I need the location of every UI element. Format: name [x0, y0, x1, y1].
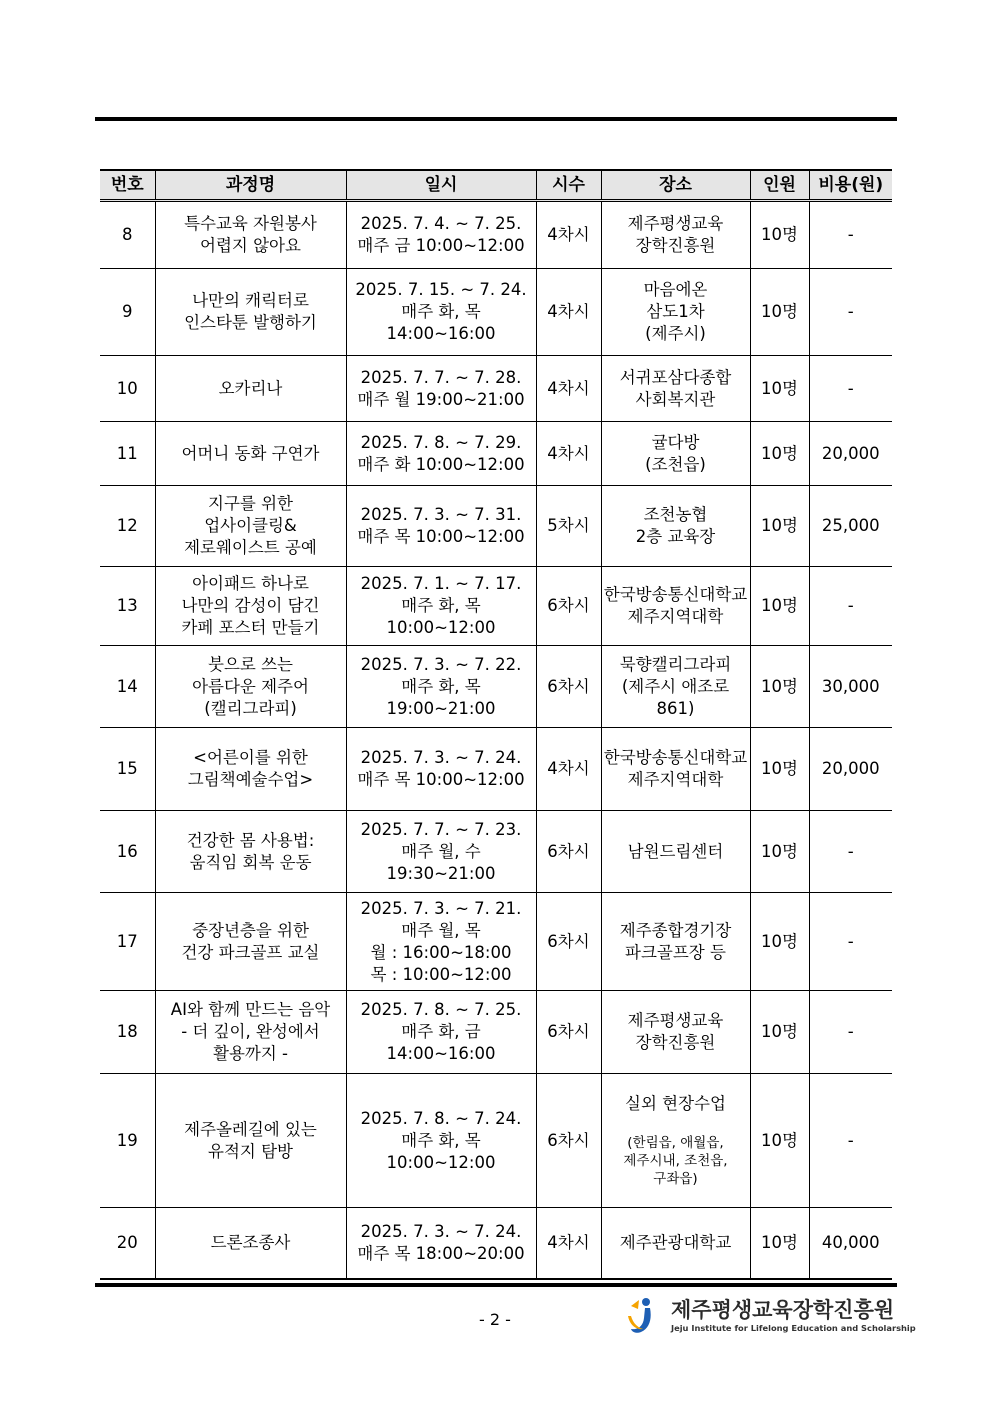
cell-hours: 6차시: [536, 1074, 601, 1208]
cell-hours: 6차시: [536, 567, 601, 646]
cell-schedule: 2025. 7. 4. ~ 7. 25. 매주 금 10:00~12:00: [346, 201, 536, 269]
cell-course: 붓으로 쓰는 아름다운 제주어 (캘리그라피): [155, 646, 346, 728]
cell-course: 제주올레길에 있는 유적지 탐방: [155, 1074, 346, 1208]
cell-place: 조천농협 2층 교육장: [601, 486, 750, 567]
table-row: [100, 1208, 892, 1279]
header-hours: 시수: [536, 170, 601, 201]
cell-schedule: 2025. 7. 1. ~ 7. 17. 매주 화, 목 10:00~12:00: [346, 567, 536, 646]
cell-course: 아이패드 하나로 나만의 감성이 담긴 카페 포스터 만들기: [155, 567, 346, 646]
header-capacity: 인원: [750, 170, 809, 201]
cell-cost: 40,000: [809, 1208, 892, 1279]
cell-place: 묵향캘리그라피 (제주시 애조로 861): [601, 646, 750, 728]
cell-capacity: 10명: [750, 893, 809, 991]
cell-schedule: 2025. 7. 3. ~ 7. 22. 매주 화, 목 19:00~21:00: [346, 646, 536, 728]
cell-capacity: 10명: [750, 728, 809, 811]
table-row: [100, 1074, 892, 1208]
cell-place: 한국방송통신대학교 제주지역대학: [601, 728, 750, 811]
table-row: [100, 991, 892, 1074]
cell-cost: -: [809, 893, 892, 991]
cell-place: 제주평생교육 장학진흥원: [601, 991, 750, 1074]
course-table: [100, 169, 892, 1280]
cell-cost: -: [809, 567, 892, 646]
cell-capacity: 10명: [750, 811, 809, 893]
cell-capacity: 10명: [750, 1208, 809, 1279]
cell-cost: -: [809, 201, 892, 269]
table-row: [100, 201, 892, 269]
cell-course: <어른이를 위한 그림책예술수업>: [155, 728, 346, 811]
cell-hours: 6차시: [536, 646, 601, 728]
cell-cost: 25,000: [809, 486, 892, 567]
cell-hours: 4차시: [536, 1208, 601, 1279]
institute-logo: [625, 1294, 916, 1338]
cell-cost: 20,000: [809, 422, 892, 486]
cell-capacity: 10명: [750, 1074, 809, 1208]
cell-capacity: 10명: [750, 567, 809, 646]
cell-capacity: 10명: [750, 422, 809, 486]
cell-place: 서귀포삼다종합 사회복지관: [601, 356, 750, 422]
cell-number: 18: [100, 991, 155, 1074]
institute-name: 제주평생교육장학진흥원: [671, 1298, 895, 1322]
institute-logo-icon: [625, 1296, 665, 1336]
cell-hours: 4차시: [536, 269, 601, 356]
cell-place: 제주평생교육 장학진흥원: [601, 201, 750, 269]
cell-schedule: 2025. 7. 3. ~ 7. 24. 매주 목 18:00~20:00: [346, 1208, 536, 1279]
cell-schedule: 2025. 7. 15. ~ 7. 24. 매주 화, 목 14:00~16:00: [346, 269, 536, 356]
table-row: [100, 356, 892, 422]
cell-place: 귤다방 (조천읍): [601, 422, 750, 486]
cell-number: 13: [100, 567, 155, 646]
table-row: [100, 422, 892, 486]
cell-schedule: 2025. 7. 7. ~ 7. 28. 매주 월 19:00~21:00: [346, 356, 536, 422]
cell-number: 8: [100, 201, 155, 269]
cell-number: 14: [100, 646, 155, 728]
cell-place: 마음에온 삼도1차 (제주시): [601, 269, 750, 356]
header-schedule: 일시: [346, 170, 536, 201]
cell-course: 오카리나: [155, 356, 346, 422]
cell-cost: -: [809, 1074, 892, 1208]
cell-hours: 4차시: [536, 201, 601, 269]
cell-course: 중장년층을 위한 건강 파크골프 교실: [155, 893, 346, 991]
cell-cost: -: [809, 269, 892, 356]
cell-course: 드론조종사: [155, 1208, 346, 1279]
bottom-rule: [95, 1283, 897, 1287]
cell-hours: 6차시: [536, 991, 601, 1074]
header-cost: 비용(원): [809, 170, 892, 201]
header-number: 번호: [100, 170, 155, 201]
cell-number: 12: [100, 486, 155, 567]
cell-course: 건강한 몸 사용법: 움직임 회복 운동: [155, 811, 346, 893]
header-place: 장소: [601, 170, 750, 201]
cell-number: 11: [100, 422, 155, 486]
cell-course: 특수교육 자원봉사 어렵지 않아요: [155, 201, 346, 269]
page-number: - 2 -: [479, 1310, 511, 1329]
cell-number: 9: [100, 269, 155, 356]
cell-cost: -: [809, 356, 892, 422]
cell-place: 한국방송통신대학교 제주지역대학: [601, 567, 750, 646]
cell-hours: 4차시: [536, 356, 601, 422]
cell-cost: -: [809, 991, 892, 1074]
cell-number: 19: [100, 1074, 155, 1208]
cell-cost: 30,000: [809, 646, 892, 728]
cell-hours: 4차시: [536, 728, 601, 811]
cell-course: 나만의 캐릭터로 인스타툰 발행하기: [155, 269, 346, 356]
cell-capacity: 10명: [750, 356, 809, 422]
table-row: [100, 269, 892, 356]
cell-schedule: 2025. 7. 3. ~ 7. 21. 매주 월, 목 월 : 16:00~18:00 목 : 10:00~12:00: [346, 893, 536, 991]
cell-schedule: 2025. 7. 3. ~ 7. 24. 매주 목 10:00~12:00: [346, 728, 536, 811]
cell-hours: 5차시: [536, 486, 601, 567]
header-course: 과정명: [155, 170, 346, 201]
cell-schedule: 2025. 7. 8. ~ 7. 29. 매주 화 10:00~12:00: [346, 422, 536, 486]
place-sub: (한림읍, 애월읍, 제주시내, 조천읍, 구좌읍): [623, 1135, 728, 1187]
cell-number: 10: [100, 356, 155, 422]
cell-place: 제주종합경기장 파크골프장 등: [601, 893, 750, 991]
cell-number: 20: [100, 1208, 155, 1279]
cell-hours: 6차시: [536, 811, 601, 893]
cell-place: [601, 1074, 750, 1208]
table-row: [100, 486, 892, 567]
cell-number: 16: [100, 811, 155, 893]
cell-capacity: 10명: [750, 269, 809, 356]
cell-number: 15: [100, 728, 155, 811]
cell-capacity: 10명: [750, 646, 809, 728]
table-row: [100, 811, 892, 893]
table-header-row: [100, 170, 892, 201]
cell-schedule: 2025. 7. 3. ~ 7. 31. 매주 목 10:00~12:00: [346, 486, 536, 567]
cell-capacity: 10명: [750, 201, 809, 269]
cell-cost: 20,000: [809, 728, 892, 811]
place-main: 실외 현장수업: [625, 1094, 726, 1113]
cell-course: 어머니 동화 구연가: [155, 422, 346, 486]
institute-subtitle: Jeju Institute for Lifelong Education and Scholarship: [671, 1323, 916, 1333]
cell-schedule: 2025. 7. 8. ~ 7. 24. 매주 화, 목 10:00~12:00: [346, 1074, 536, 1208]
cell-place: 제주관광대학교: [601, 1208, 750, 1279]
cell-course: 지구를 위한 업사이클링& 제로웨이스트 공예: [155, 486, 346, 567]
cell-course: AI와 함께 만드는 음악 - 더 깊이, 완성에서 활용까지 -: [155, 991, 346, 1074]
table-row: [100, 893, 892, 991]
cell-schedule: 2025. 7. 8. ~ 7. 25. 매주 화, 금 14:00~16:00: [346, 991, 536, 1074]
cell-number: 17: [100, 893, 155, 991]
cell-hours: 4차시: [536, 422, 601, 486]
cell-schedule: 2025. 7. 7. ~ 7. 23. 매주 월, 수 19:30~21:00: [346, 811, 536, 893]
cell-capacity: 10명: [750, 991, 809, 1074]
cell-place: 남원드림센터: [601, 811, 750, 893]
cell-cost: -: [809, 811, 892, 893]
table-row: [100, 646, 892, 728]
cell-hours: 6차시: [536, 893, 601, 991]
table-row: [100, 728, 892, 811]
cell-capacity: 10명: [750, 486, 809, 567]
table-row: [100, 567, 892, 646]
top-rule: [95, 117, 897, 121]
